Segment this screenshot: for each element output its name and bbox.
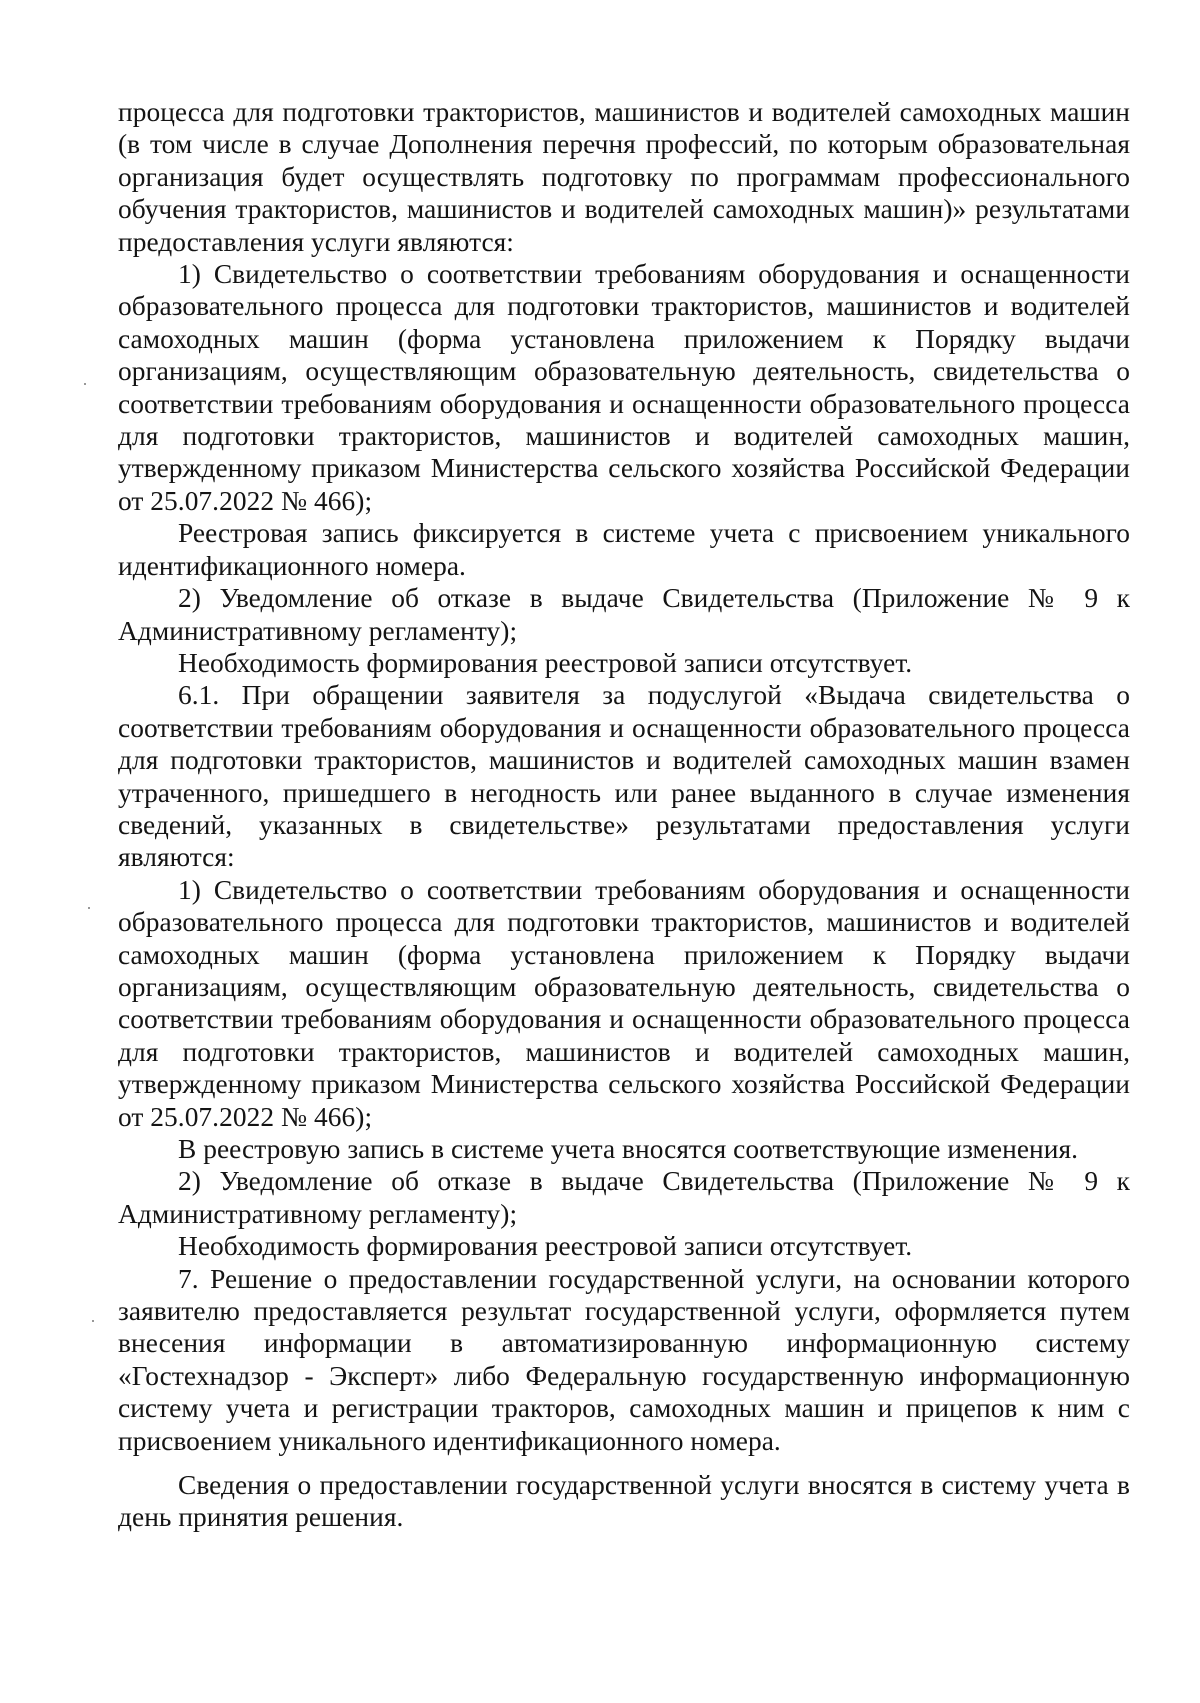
- paragraph-registry-record: Реестровая запись фиксируется в системе учета с присвоением уникального идентификационного номера.: [118, 518, 1130, 581]
- paragraph-item-2-refusal: 2) Уведомление об отказе в выдаче Свидетельства (Приложение № 9 к Административному регламенту);: [118, 583, 1130, 646]
- paragraph-7-decision: 7. Решение о предоставлении государственной услуги, на основании которого заявителю предоставляется результат государственной услуги, оформляется путем внесения информации в автоматизированную информационную систему «Гостехнадзор - Эксперт» либо Федеральную государственную информационную систему учета и регистрации тракторов, самоходных машин и прицепов к ним с присвоением уникального идентификационного номера.: [118, 1263, 1130, 1456]
- document-body: [118, 96, 1130, 1534]
- paragraph-item-1-certificate: 1) Свидетельство о соответствии требованиям оборудования и оснащенности образовательного процесса для подготовки трактористов, машинистов и водителей самоходных машин (форма установлена приложением к Порядку выдачи организациям, осуществляющим образовательную деятельность, свидетельства о соответствии требованиям оборудования и оснащенности образовательного процесса для подготовки трактористов, машинистов и водителей самоходных машин, утвержденному приказом Министерства сельского хозяйства Российской Федерации от 25.07.2022 № 466);: [118, 259, 1130, 516]
- paragraph-service-info: Сведения о предоставлении государственной услуги вносятся в систему учета в день принятия решения.: [118, 1470, 1130, 1533]
- paragraph-continuation: процесса для подготовки трактористов, машинистов и водителей самоходных машин (в том числе в случае Дополнения перечня профессий, по которым образовательная организация будет осуществлять подготовку по программам профессионального обучения трактористов, машинистов и водителей самоходных машин)» результатами предоставления услуги являются:: [118, 97, 1130, 257]
- paragraph-item-2-refusal-repeat: 2) Уведомление об отказе в выдаче Свидетельства (Приложение № 9 к Административному регламенту);: [118, 1166, 1130, 1229]
- paragraph-registry-changes: В реестровую запись в системе учета вносятся соответствующие изменения.: [178, 1134, 1079, 1164]
- paragraph-item-1-certificate-repeat: 1) Свидетельство о соответствии требованиям оборудования и оснащенности образовательного процесса для подготовки трактористов, машинистов и водителей самоходных машин (форма установлена приложением к Порядку выдачи организациям, осуществляющим образовательную деятельность, свидетельства о соответствии требованиям оборудования и оснащенности образовательного процесса для подготовки трактористов, машинистов и водителей самоходных машин, утвержденному приказом Министерства сельского хозяйства Российской Федерации от 25.07.2022 № 466);: [118, 874, 1130, 1132]
- scan-speck: [84, 383, 86, 385]
- scan-speck: [92, 1320, 94, 1322]
- paragraph-6-1: 6.1. При обращении заявителя за подуслугой «Выдача свидетельства о соответствии требованиям оборудования и оснащенности образовательного процесса для подготовки трактористов, машинистов и водителей самоходных машин взамен утраченного, пришедшего в негодность или ранее выданного в случае изменения сведений, указанных в свидетельстве» результатами предоставления услуги являются:: [118, 680, 1130, 873]
- paragraph-no-registry-record: Необходимость формирования реестровой записи отсутствует.: [178, 647, 913, 678]
- scan-speck: [88, 907, 90, 909]
- paragraph-no-registry-record-repeat: Необходимость формирования реестровой записи отсутствует.: [178, 1231, 913, 1262]
